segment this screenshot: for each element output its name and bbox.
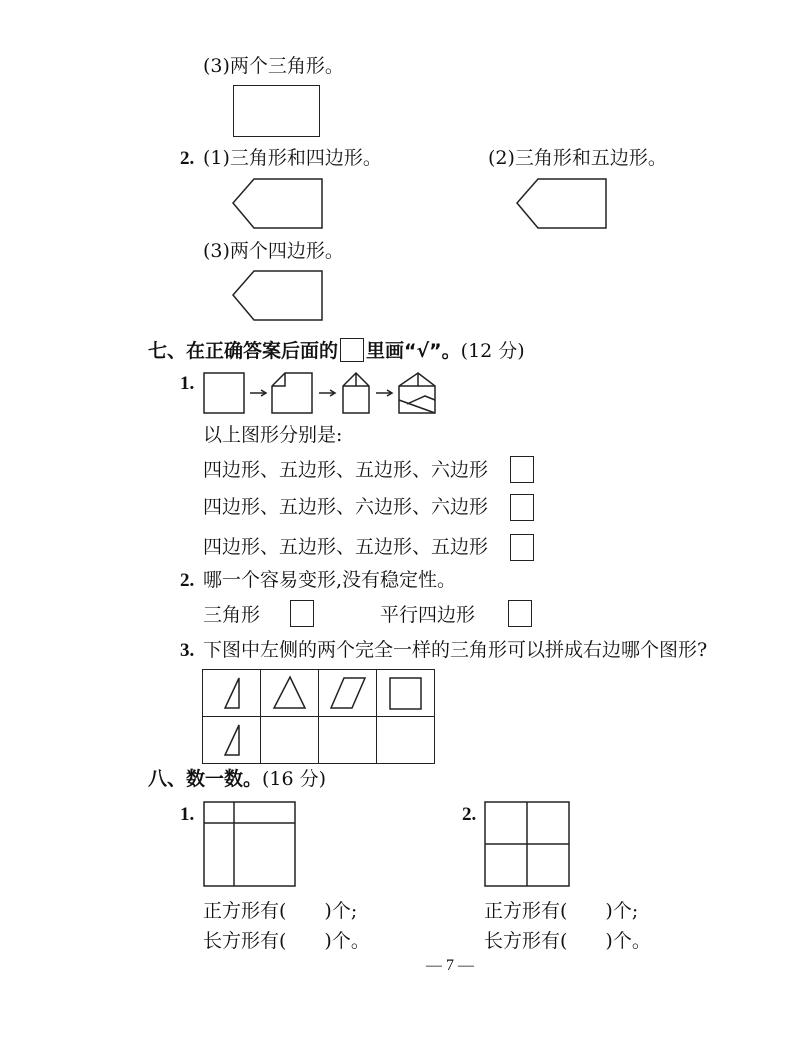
- q7-3-text: 下图中左侧的两个完全一样的三角形可以拼成右边哪个图形?: [203, 639, 708, 661]
- section-8-heading: [148, 770, 326, 789]
- pentagon-figure-2: [516, 178, 608, 230]
- q2-2-label: (2)三角形和五边形。: [488, 147, 667, 169]
- section-7-heading: [148, 338, 525, 362]
- parallelogram-icon: [331, 678, 365, 708]
- q8-1-number: 1.: [180, 804, 195, 825]
- q8-1-rectangles: 长方形有( )个。: [203, 930, 370, 952]
- square-icon: [390, 678, 421, 709]
- folding-sequence: [203, 372, 453, 416]
- q7-2-text: 哪一个容易变形,没有稳定性。: [203, 569, 457, 591]
- section-7-heading-mid: 里画“√”。: [366, 340, 461, 362]
- q8-1-squares: 正方形有( )个;: [203, 900, 358, 922]
- grid-cell-blank-2[interactable]: [319, 717, 377, 764]
- q7-1-option-2: 四边形、五边形、六边形、六边形: [203, 496, 489, 518]
- pentagon-figure-3: [232, 270, 324, 322]
- grid-cell-blank-3[interactable]: [377, 717, 435, 764]
- fold-step-2: [272, 373, 312, 413]
- section-8-heading-text: 八、数一数。: [148, 768, 263, 790]
- grid-cell-option-square[interactable]: [377, 670, 435, 717]
- q7-2-option-parallelogram: 平行四边形: [380, 604, 476, 626]
- grid-cell-triangle-left-2: [203, 717, 261, 764]
- q2-3-label: (3)两个四边形。: [203, 240, 344, 262]
- q8-2-squares: 正方形有( )个;: [484, 900, 639, 922]
- grid-cell-triangle-left: [203, 670, 261, 717]
- page-number: — 7 —: [426, 957, 474, 974]
- answer-box-1[interactable]: [510, 456, 534, 483]
- inline-box-icon: [340, 338, 364, 362]
- q1-3-label: (3)两个三角形。: [203, 55, 344, 77]
- fold-square: [204, 373, 244, 413]
- q7-2-option-triangle: 三角形: [203, 604, 261, 626]
- section-7-score: (12 分): [460, 340, 525, 362]
- q7-1-number: 1.: [180, 373, 195, 394]
- answer-box-3[interactable]: [510, 534, 534, 561]
- answer-box-triangle[interactable]: [290, 600, 314, 627]
- section-7-heading-pre: 七、在正确答案后面的: [148, 340, 339, 362]
- q7-1-option-3: 四边形、五边形、五边形、五边形: [203, 536, 489, 558]
- triangle-icon: [274, 677, 305, 708]
- q2-1-label: (1)三角形和四边形。: [203, 147, 382, 169]
- answer-box-2[interactable]: [510, 494, 534, 521]
- q7-2-number: 2.: [180, 570, 195, 591]
- q8-2-rectangles: 长方形有( )个。: [484, 930, 651, 952]
- q8-2-number: 2.: [462, 804, 477, 825]
- q7-1-prompt: 以上图形分别是:: [203, 424, 343, 446]
- right-triangle-icon: [225, 678, 239, 708]
- q7-3-grid: [202, 669, 435, 764]
- grid-cell-option-parallelogram[interactable]: [319, 670, 377, 717]
- q8-2-figure: [484, 801, 572, 889]
- answer-box-parallelogram[interactable]: [508, 600, 532, 627]
- q8-1-figure: [203, 801, 298, 889]
- grid-cell-blank-1[interactable]: [261, 717, 319, 764]
- pentagon-figure-1: [232, 178, 324, 230]
- q7-3-number: 3.: [180, 640, 195, 661]
- q7-1-option-1: 四边形、五边形、五边形、六边形: [203, 459, 489, 481]
- rectangle-figure: [233, 85, 320, 137]
- section-8-score: (16 分): [262, 768, 327, 790]
- grid-cell-option-triangle[interactable]: [261, 670, 319, 717]
- q2-number: 2.: [180, 148, 195, 169]
- right-triangle-icon: [225, 725, 239, 755]
